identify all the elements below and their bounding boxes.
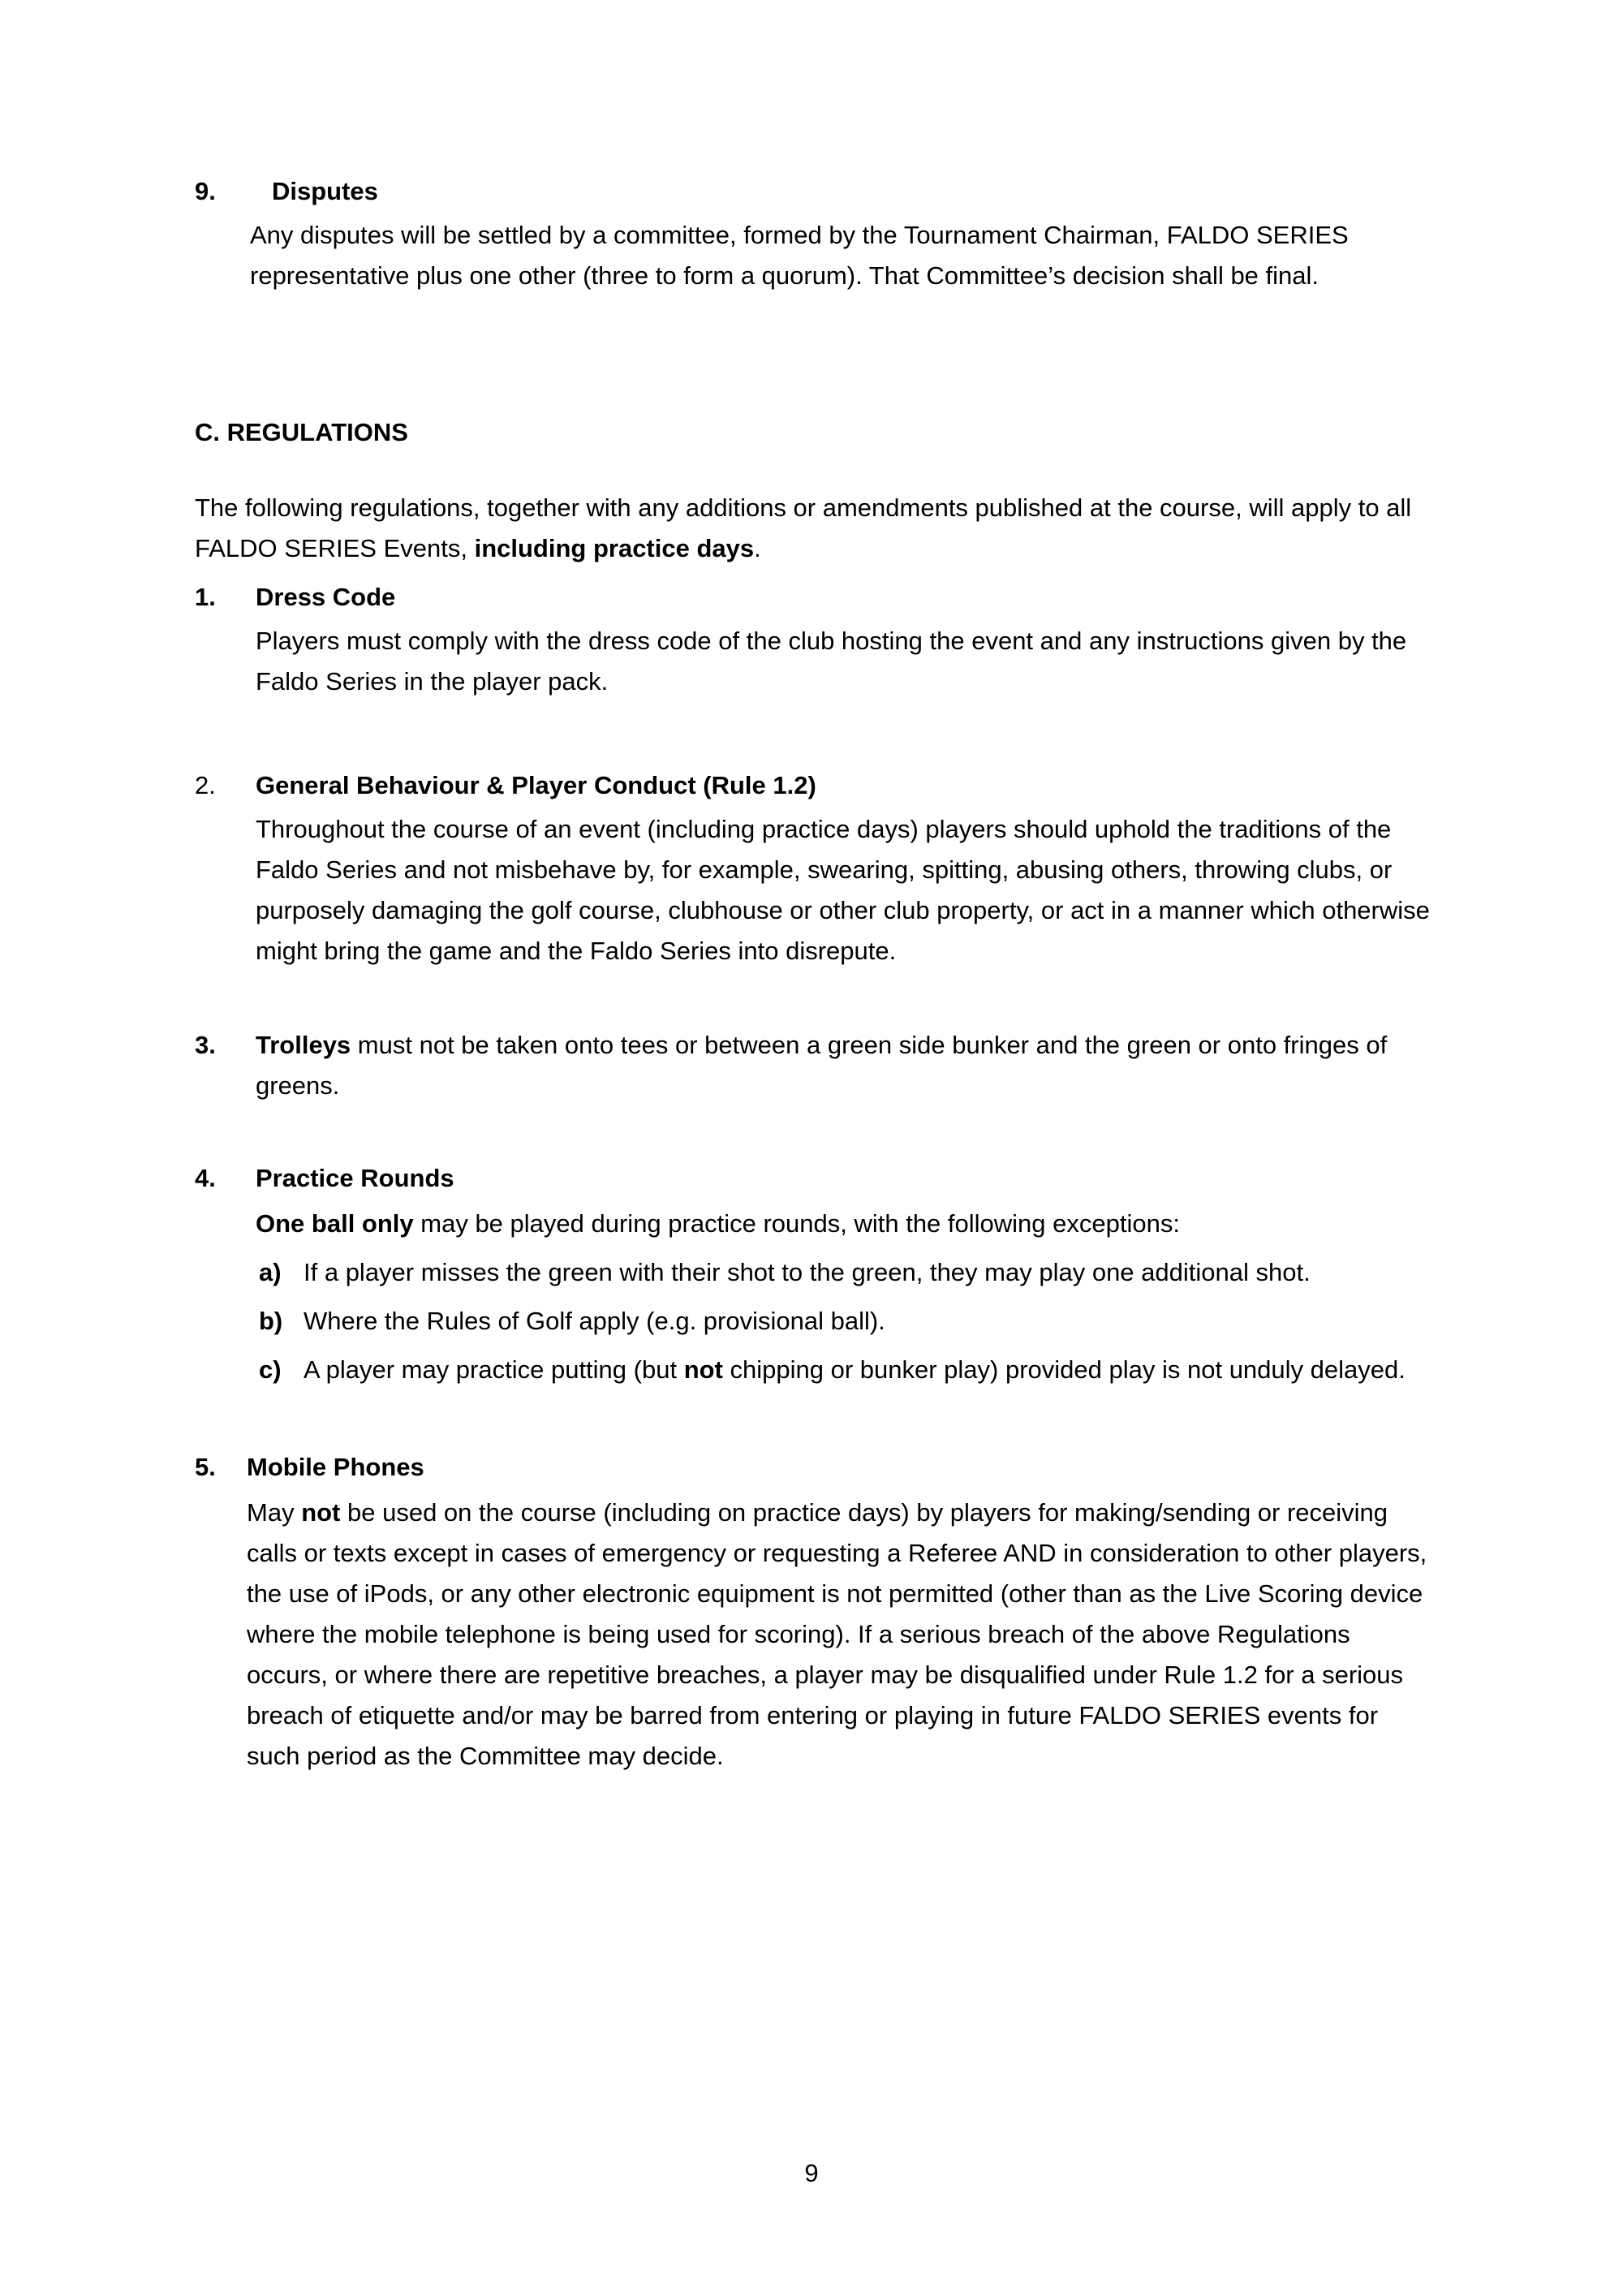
item-title: General Behaviour & Player Conduct (Rule 1.2): [256, 771, 816, 799]
item-title: Dress Code: [256, 583, 396, 611]
intro-text-end: .: [754, 534, 761, 562]
intro-text: The following regulations, together with any additions or amendments published at the course, will apply to all FALDO SERIES Events,: [195, 493, 1412, 562]
list-marker: c): [259, 1355, 282, 1384]
regulation-item-dress-code: [195, 577, 1436, 702]
item-number: 2.: [195, 771, 216, 799]
list-item-b: [259, 1301, 1436, 1342]
section-disputes-heading: [195, 171, 1436, 212]
item-content: [256, 765, 1436, 971]
list-marker: b): [259, 1307, 283, 1335]
list-item-text: [304, 1350, 1436, 1390]
list-item-text-after: chipping or bunker play) provided play is not unduly delayed.: [722, 1355, 1406, 1384]
item-paragraph: Throughout the course of an event (including practice days) players should uphold the traditions of the Faldo Series and not misbehave by, for example, swearing, spitting, abusing others, throwing clubs, or purposely damaging the golf course, clubhouse or other club property, or act in a manner which otherwise might bring the game and the Faldo Series into disrepute.: [256, 815, 1430, 965]
item-paragraph: [256, 1025, 1436, 1106]
item-text-after: be used on the course (including on practice days) by players for making/sending or receiving calls or texts except in cases of emergency or requesting a Referee AND in consideration to other players, the use of iPods, or any other electronic equipment is not permitted (other than as the Live Scoring device where the mobile telephone is being used for scoring). If a serious breach of the above Regulations occurs, or where there are repetitive breaches, a player may be disqualified under Rule 1.2 for a serious breach of etiquette and/or may be barred from entering or playing in future FALDO SERIES events for such period as the Committee may decide.: [247, 1498, 1427, 1770]
regulation-item-practice-rounds: [195, 1158, 1436, 1390]
list-item-text: Where the Rules of Golf apply (e.g. provisional ball).: [304, 1307, 885, 1335]
item-lead-bold: Trolleys: [256, 1031, 351, 1059]
item-text: may be played during practice rounds, with the following exceptions:: [413, 1209, 1180, 1238]
item-number: 3.: [195, 1031, 216, 1059]
list-item-text: If a player misses the green with their shot to the green, they may play one additional shot.: [304, 1258, 1311, 1286]
list-marker: a): [259, 1258, 282, 1286]
section-title: Disputes: [272, 177, 378, 205]
item-content: [256, 577, 1436, 702]
section-disputes: [195, 171, 1436, 296]
regulation-item-trolleys: [195, 1025, 1436, 1106]
regulation-item-mobile-phones: [195, 1447, 1436, 1777]
item-number: 5.: [195, 1453, 216, 1481]
item-paragraph: [247, 1493, 1427, 1777]
list-item-a: [259, 1252, 1436, 1293]
item-text-before: May: [247, 1498, 302, 1527]
list-item-text-before: A player may practice putting (but: [304, 1355, 684, 1384]
item-paragraph: Players must comply with the dress code of the club hosting the event and any instructions given by the Faldo Series in the player pack.: [256, 627, 1407, 696]
item-number: 1.: [195, 583, 216, 611]
section-body: Any disputes will be settled by a committee, formed by the Tournament Chairman, FALDO SERIES representative plus one other (three to form a quorum). That Committee’s decision shall be final.: [250, 221, 1349, 290]
item-bold: not: [301, 1498, 341, 1527]
item-content: [247, 1447, 1427, 1777]
item-text: must not be taken onto tees or between a green side bunker and the green or onto fringes of greens.: [256, 1031, 1388, 1100]
regulations-heading: C. REGULATIONS: [195, 418, 408, 446]
item-title: Mobile Phones: [247, 1453, 424, 1481]
exceptions-list: [259, 1252, 1436, 1390]
list-item-c: [259, 1350, 1436, 1390]
item-number: 4.: [195, 1164, 216, 1192]
section-number: 9.: [195, 177, 216, 205]
item-paragraph: [256, 1204, 1436, 1244]
intro-paragraph: [195, 488, 1428, 569]
item-title: Practice Rounds: [256, 1164, 454, 1192]
item-content: [256, 1025, 1436, 1106]
item-content: [256, 1158, 1436, 1390]
list-item-bold: not: [683, 1355, 723, 1384]
page-number: 9: [804, 2159, 819, 2187]
regulation-item-general-behaviour: [195, 765, 1436, 971]
item-lead-bold: One ball only: [256, 1209, 414, 1238]
intro-bold-text: including practice days: [474, 534, 755, 562]
